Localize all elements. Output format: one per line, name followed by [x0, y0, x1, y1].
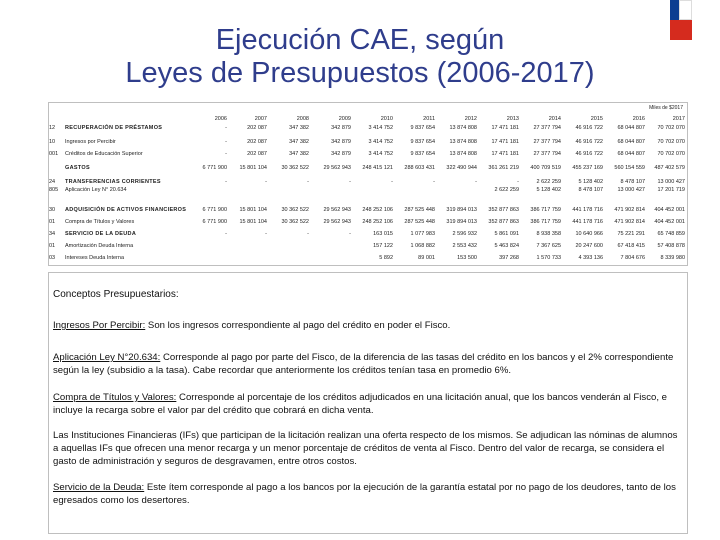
row-code: 12: [49, 125, 56, 131]
concept-text: Las Instituciones Financieras (IFs) que participan de la licitación realizan una oferta respecto de los mismos. Se adjudican las nóminas de alumnos a aquellas IFs que ofrecen una menor recarga y un menor porcentaje de créditos de venta al Fisco. Dentro del valor de recarga, se considera el gasto de administración y seguros de desgravamen, entre otros costos.: [53, 430, 678, 467]
table-cell: 397 268: [499, 255, 519, 261]
table-cell: 322 490 944: [446, 165, 477, 171]
table-cell: 6 771 900: [202, 165, 227, 171]
table-cell: 7 367 625: [536, 243, 561, 249]
row-label: Aplicación Ley N° 20.634: [65, 187, 127, 193]
table-cell: 5 892: [379, 255, 393, 261]
table-cell: 17 471 181: [491, 139, 519, 145]
year-header: 2014: [548, 116, 561, 122]
table-cell: 29 562 943: [323, 207, 351, 213]
table-cell: 7 804 676: [620, 255, 645, 261]
table-cell: -: [349, 179, 351, 185]
table-cell: 8 938 358: [536, 231, 561, 237]
table-cell: 471 902 814: [614, 219, 645, 225]
table-cell: 46 916 722: [575, 151, 603, 157]
table-cell: 1 570 733: [536, 255, 561, 261]
table-cell: 13 000 427: [617, 187, 645, 193]
table-cell: 400 709 519: [530, 165, 561, 171]
table-cell: 386 717 759: [530, 219, 561, 225]
row-label: Créditos de Educación Superior: [65, 151, 143, 157]
table-cell: 2 622 259: [536, 179, 561, 185]
table-cell: 68 044 807: [617, 125, 645, 131]
concept-term: Aplicación Ley N°20.634:: [53, 352, 161, 363]
table-cell: 15 801 104: [239, 165, 267, 171]
concept-text: Corresponde al pago por parte del Fisco, de la diferencia de las tasas del crédito en los bancos y el 2% correspondiente según la ley (subsidio a la tasa). Cabe recordar que anteriormente los créditos tenían tasa en promedio 6%.: [53, 352, 674, 376]
table-cell: 70 702 070: [657, 139, 685, 145]
table-cell: 342 879: [331, 151, 351, 157]
table-cell: -: [391, 179, 393, 185]
row-label: Compra de Títulos y Valores: [65, 219, 135, 225]
table-cell: 68 044 807: [617, 151, 645, 157]
table-cell: 560 154 559: [614, 165, 645, 171]
table-cell: 3 414 752: [368, 125, 393, 131]
chile-flag-logo: [670, 0, 692, 40]
units-label: Miles de $2017: [649, 105, 683, 111]
year-header: 2007: [254, 116, 267, 122]
concept-term: Compra de Títulos y Valores:: [53, 392, 177, 403]
concept-servicio-deuda: [53, 481, 681, 507]
table-cell: 248 252 106: [362, 219, 393, 225]
table-cell: -: [225, 139, 227, 145]
row-code: 01: [49, 219, 56, 225]
table-cell: 15 801 104: [239, 207, 267, 213]
table-cell: 3 414 752: [368, 139, 393, 145]
table-cell: 2 622 259: [494, 187, 519, 193]
table-cell: 288 603 431: [404, 165, 435, 171]
table-cell: 13 874 808: [449, 125, 477, 131]
table-cell: 9 837 654: [410, 151, 435, 157]
table-cell: 3 414 752: [368, 151, 393, 157]
row-code: 03: [49, 255, 56, 261]
table-cell: 248 252 106: [362, 207, 393, 213]
row-code: 01: [49, 243, 56, 249]
table-cell: 2 553 432: [452, 243, 477, 249]
row-code: 805: [49, 187, 59, 193]
table-cell: 441 178 716: [572, 219, 603, 225]
table-cell: -: [517, 179, 519, 185]
table-cell: 347 382: [289, 125, 309, 131]
row-label: ADQUISICIÓN DE ACTIVOS FINANCIEROS: [65, 207, 187, 213]
concept-text: Son los ingresos correspondiente al pago del crédito en poder el Fisco.: [145, 320, 451, 331]
row-code: 10: [49, 139, 56, 145]
table-cell: 319 894 013: [446, 207, 477, 213]
year-header: 2013: [506, 116, 519, 122]
table-cell: 404 452 001: [654, 207, 685, 213]
table-cell: 1 077 983: [410, 231, 435, 237]
year-header: 2009: [338, 116, 351, 122]
table-cell: -: [307, 231, 309, 237]
row-label: TRANSFERENCIAS CORRIENTES: [65, 179, 161, 185]
table-cell: 287 525 448: [404, 207, 435, 213]
table-cell: 5 128 402: [578, 179, 603, 185]
table-cell: -: [349, 231, 351, 237]
table-cell: 386 717 759: [530, 207, 561, 213]
table-cell: 8 478 107: [578, 187, 603, 193]
table-cell: 352 877 863: [488, 207, 519, 213]
table-cell: 5 128 402: [536, 187, 561, 193]
table-cell: 9 837 654: [410, 125, 435, 131]
table-cell: 202 087: [247, 151, 267, 157]
table-cell: 404 452 001: [654, 219, 685, 225]
row-label: SERVICIO DE LA DEUDA: [65, 231, 137, 237]
table-cell: 67 418 415: [617, 243, 645, 249]
table-cell: 29 562 943: [323, 165, 351, 171]
table-cell: 27 377 794: [533, 151, 561, 157]
concept-text: Este ítem corresponde al pago a los bancos por la ejecución de la garantía estatal por no pago de los deudores, tanto de los egresados como los desertores.: [53, 482, 676, 506]
concept-instituciones: [53, 429, 681, 468]
table-cell: 57 408 878: [657, 243, 685, 249]
table-cell: 68 044 807: [617, 139, 645, 145]
table-cell: 46 916 722: [575, 125, 603, 131]
row-label: Amortización Deuda Interna: [65, 243, 134, 249]
table-cell: 347 382: [289, 139, 309, 145]
table-cell: 157 122: [373, 243, 393, 249]
table-cell: 75 221 291: [617, 231, 645, 237]
table-cell: -: [225, 231, 227, 237]
table-cell: 70 702 070: [657, 125, 685, 131]
table-cell: 2 596 932: [452, 231, 477, 237]
table-cell: 202 087: [247, 125, 267, 131]
concept-term: Servicio de la Deuda:: [53, 482, 145, 493]
year-header: 2016: [632, 116, 645, 122]
year-header: 2017: [672, 116, 685, 122]
table-cell: 20 247 600: [575, 243, 603, 249]
table-cell: 163 015: [373, 231, 393, 237]
table-cell: 487 402 579: [654, 165, 685, 171]
row-label: Intereses Deuda Interna: [65, 255, 125, 261]
row-code: 001: [49, 151, 59, 157]
concepts-panel: [48, 272, 688, 534]
concepts-heading: Conceptos Presupuestarios:: [53, 289, 179, 300]
table-cell: 5 861 091: [494, 231, 519, 237]
concept-term: Ingresos Por Percibir:: [53, 320, 146, 331]
table-cell: 29 562 943: [323, 219, 351, 225]
table-cell: 248 415 121: [362, 165, 393, 171]
row-code: 30: [49, 207, 56, 213]
table-cell: 30 362 522: [281, 165, 309, 171]
concept-ingresos: [53, 319, 681, 332]
year-header: 2008: [296, 116, 309, 122]
concept-compra-titulos: [53, 391, 681, 417]
table-cell: 30 362 522: [281, 207, 309, 213]
table-cell: -: [307, 179, 309, 185]
table-cell: 347 382: [289, 151, 309, 157]
table-cell: 319 894 013: [446, 219, 477, 225]
table-cell: 153 500: [457, 255, 477, 261]
page-title: [60, 24, 660, 90]
table-cell: 6 771 900: [202, 219, 227, 225]
year-header: 2006: [214, 116, 227, 122]
table-cell: 361 261 219: [488, 165, 519, 171]
table-cell: -: [265, 231, 267, 237]
table-cell: 17 471 181: [491, 125, 519, 131]
title-line-2: Leyes de Presupuestos (2006-2017): [125, 57, 595, 89]
table-cell: 17 201 719: [657, 187, 685, 193]
table-cell: 8 339 980: [660, 255, 685, 261]
table-cell: 17 471 181: [491, 151, 519, 157]
row-code: 24: [49, 179, 56, 185]
table-cell: 471 902 814: [614, 207, 645, 213]
concept-text: Corresponde al porcentaje de los créditos adjudicados en una licitación anual, que los bancos venderán al Fisco, e incluye la recarga sobre el valor par del crédito que cobrará en dicha venta.: [53, 392, 668, 416]
table-cell: 4 393 136: [578, 255, 603, 261]
table-cell: 65 748 859: [657, 231, 685, 237]
table-cell: 13 000 427: [657, 179, 685, 185]
table-cell: 89 001: [418, 255, 435, 261]
table-cell: 46 916 722: [575, 139, 603, 145]
table-cell: 15 801 104: [239, 219, 267, 225]
table-cell: 342 879: [331, 139, 351, 145]
table-cell: 202 087: [247, 139, 267, 145]
table-cell: 5 463 824: [494, 243, 519, 249]
table-cell: 9 837 654: [410, 139, 435, 145]
table-cell: -: [225, 151, 227, 157]
title-line-1: Ejecución CAE, según: [215, 24, 505, 56]
year-header: 2011: [423, 116, 435, 122]
table-cell: 1 068 882: [410, 243, 435, 249]
table-cell: 13 874 808: [449, 139, 477, 145]
table-cell: 352 877 863: [488, 219, 519, 225]
row-label: GASTOS: [65, 165, 90, 171]
year-header: 2012: [464, 116, 477, 122]
table-cell: 6 771 900: [202, 207, 227, 213]
table-cell: 30 362 522: [281, 219, 309, 225]
budget-table: [48, 102, 688, 266]
table-cell: 13 874 808: [449, 151, 477, 157]
table-cell: -: [225, 179, 227, 185]
table-cell: -: [265, 179, 267, 185]
table-cell: -: [475, 179, 477, 185]
table-cell: 441 178 716: [572, 207, 603, 213]
table-cell: 10 640 966: [575, 231, 603, 237]
table-cell: 70 702 070: [657, 151, 685, 157]
year-header: 2015: [590, 116, 603, 122]
row-label: Ingresos por Percibir: [65, 139, 116, 145]
concept-aplicacion-ley: [53, 351, 681, 377]
year-header: 2010: [380, 116, 393, 122]
table-cell: -: [225, 125, 227, 131]
row-code: 34: [49, 231, 56, 237]
table-cell: 8 478 107: [620, 179, 645, 185]
table-cell: 27 377 794: [533, 139, 561, 145]
table-cell: 455 237 169: [572, 165, 603, 171]
table-cell: 27 377 794: [533, 125, 561, 131]
row-label: RECUPERACIÓN DE PRÉSTAMOS: [65, 125, 163, 131]
table-cell: -: [433, 179, 435, 185]
table-cell: 287 525 448: [404, 219, 435, 225]
table-cell: 342 879: [331, 125, 351, 131]
